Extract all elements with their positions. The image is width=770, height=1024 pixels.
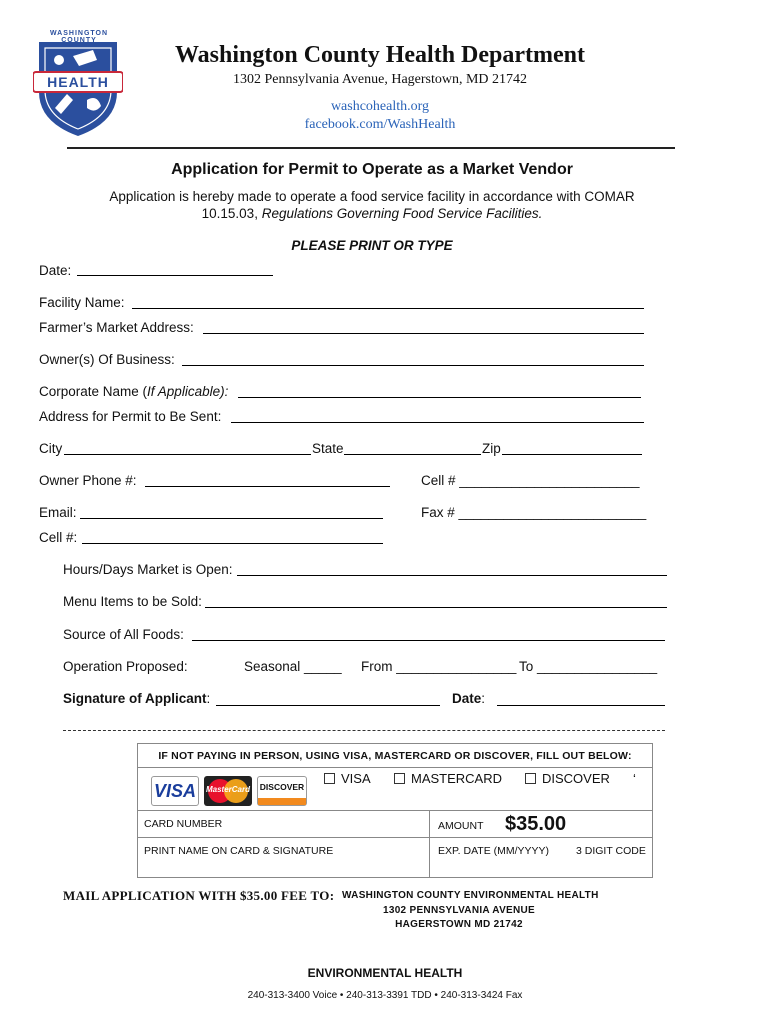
city-label: City: [39, 441, 63, 456]
hours-label: Hours/Days Market is Open:: [63, 562, 233, 577]
org-name: Washington County Health Department: [174, 42, 586, 68]
mail-address-line-2: 1302 PENNSYLVANIA AVENUE: [382, 905, 536, 916]
signature-date-label: [452, 691, 485, 706]
mail-address-line-1: WASHINGTON COUNTY ENVIRONMENTAL HEALTH: [342, 890, 599, 901]
intro-comar-ref: 10.15.03,: [201, 206, 262, 221]
state-field[interactable]: [344, 454, 481, 455]
payment-header: IF NOT PAYING IN PERSON, USING VISA, MASTERCARD OR DISCOVER, FILL OUT BELOW:: [158, 750, 632, 762]
stray-tick-mark: ‘: [633, 771, 636, 786]
signature-date-label-colon: :: [481, 691, 486, 706]
visa-option-label: VISA: [341, 771, 371, 786]
card-option-visa[interactable]: [324, 771, 371, 786]
fax-label[interactable]: Fax # _________________________: [421, 505, 647, 520]
food-source-label: Source of All Foods:: [63, 627, 184, 642]
signature-label-text: Signature of Applicant: [63, 691, 207, 706]
intro-line-2: [40, 206, 704, 221]
amount-value: $35.00: [505, 813, 567, 835]
permit-address-field[interactable]: [231, 422, 644, 423]
cell-label: Cell #:: [39, 530, 78, 545]
website-link[interactable]: washcohealth.org: [330, 99, 430, 114]
discover-checkbox[interactable]: [525, 773, 536, 784]
permit-address-label: Address for Permit to Be Sent:: [39, 409, 222, 424]
visa-card-text: VISA: [153, 781, 196, 801]
discover-card-logo: [257, 776, 307, 806]
email-field[interactable]: [80, 518, 383, 519]
signature-field[interactable]: [216, 705, 440, 706]
logo-arc-text: WASHINGTON COUNTY: [49, 30, 109, 44]
discover-option-label: DISCOVER: [542, 771, 610, 786]
city-field[interactable]: [64, 454, 311, 455]
card-number-label: CARD NUMBER: [144, 818, 223, 830]
print-name-label: PRINT NAME ON CARD & SIGNATURE: [144, 845, 334, 857]
cell-right-label[interactable]: Cell # ________________________: [421, 473, 640, 488]
facebook-link[interactable]: facebook.com/WashHealth: [304, 117, 456, 132]
mastercard-logo: [204, 776, 252, 806]
intro-regulation-title: Regulations Governing Food Service Facilities.: [261, 206, 543, 221]
mastercard-option-label: MASTERCARD: [411, 771, 503, 786]
mastercard-text: MasterCard: [205, 785, 250, 794]
date-field[interactable]: [77, 275, 273, 276]
signature-date-field[interactable]: [497, 705, 665, 706]
payment-header-rule: [137, 767, 653, 768]
signature-label-colon: :: [206, 691, 211, 706]
cvv-label: 3 DIGIT CODE: [576, 845, 646, 857]
card-number-cell[interactable]: [137, 810, 430, 838]
expiration-cell[interactable]: [429, 837, 653, 878]
zip-label: Zip: [482, 441, 501, 456]
intro-line-1: Application is hereby made to operate a food service facility in accordance with COMAR: [109, 189, 635, 204]
card-option-discover[interactable]: [525, 771, 610, 786]
owner-phone-field[interactable]: [145, 486, 390, 487]
email-label: Email:: [39, 505, 77, 520]
visa-card-logo: [151, 776, 199, 806]
amount-label: AMOUNT: [438, 820, 484, 832]
logo-banner-text: HEALTH: [47, 74, 109, 90]
print-notice: PLEASE PRINT OR TYPE: [291, 238, 453, 253]
facility-name-label: Facility Name:: [39, 295, 125, 310]
signature-date-label-text: Date: [452, 691, 482, 706]
operation-proposed-label: Operation Proposed:: [63, 659, 188, 674]
cell-field[interactable]: [82, 543, 383, 544]
county-health-logo: [33, 30, 123, 138]
menu-items-label: Menu Items to be Sold:: [63, 594, 202, 609]
corporate-name-label: [39, 384, 228, 399]
corporate-name-text: Corporate Name (: [39, 384, 148, 399]
cut-line: [63, 730, 665, 731]
print-name-cell[interactable]: [137, 837, 430, 878]
seasonal-field[interactable]: Seasonal _____: [244, 659, 342, 674]
form-title: Application for Permit to Operate as a Market Vendor: [171, 161, 573, 178]
state-label: State: [312, 441, 344, 456]
farmers-market-address-field[interactable]: [203, 333, 644, 334]
amount-cell: [429, 810, 653, 838]
org-address: 1302 Pennsylvania Avenue, Hagerstown, MD 21742: [232, 72, 528, 87]
footer-title: ENVIRONMENTAL HEALTH: [307, 966, 463, 980]
to-date-field[interactable]: To ________________: [519, 659, 658, 674]
mail-address-line-3: HAGERSTOWN MD 21742: [395, 919, 523, 930]
owners-label: Owner(s) Of Business:: [39, 352, 175, 367]
card-option-mastercard[interactable]: [394, 771, 502, 786]
hours-field[interactable]: [237, 575, 667, 576]
food-source-field[interactable]: [192, 640, 665, 641]
corporate-name-qualifier: If Applicable):: [147, 384, 229, 399]
menu-items-field[interactable]: [205, 607, 667, 608]
header-divider: [67, 147, 675, 149]
farmers-market-address-label: Farmer’s Market Address:: [39, 320, 194, 335]
discover-card-text: DISCOVER: [259, 782, 305, 792]
footer-contacts: 240-313-3400 Voice • 240-313-3391 TDD • 240-313-3424 Fax: [247, 990, 523, 1001]
expiration-label: EXP. DATE (MM/YYYY): [438, 845, 550, 857]
discover-card-stripe: [258, 798, 306, 805]
facility-name-field[interactable]: [132, 308, 644, 309]
zip-field[interactable]: [502, 454, 642, 455]
date-label: Date:: [39, 263, 72, 278]
owners-field[interactable]: [182, 365, 644, 366]
mail-instruction: MAIL APPLICATION WITH $35.00 FEE TO:: [63, 888, 335, 903]
owner-phone-label: Owner Phone #:: [39, 473, 137, 488]
signature-label: [63, 691, 210, 706]
mastercard-checkbox[interactable]: [394, 773, 405, 784]
from-date-field[interactable]: From ________________: [361, 659, 517, 674]
visa-checkbox[interactable]: [324, 773, 335, 784]
corporate-name-field[interactable]: [238, 397, 641, 398]
